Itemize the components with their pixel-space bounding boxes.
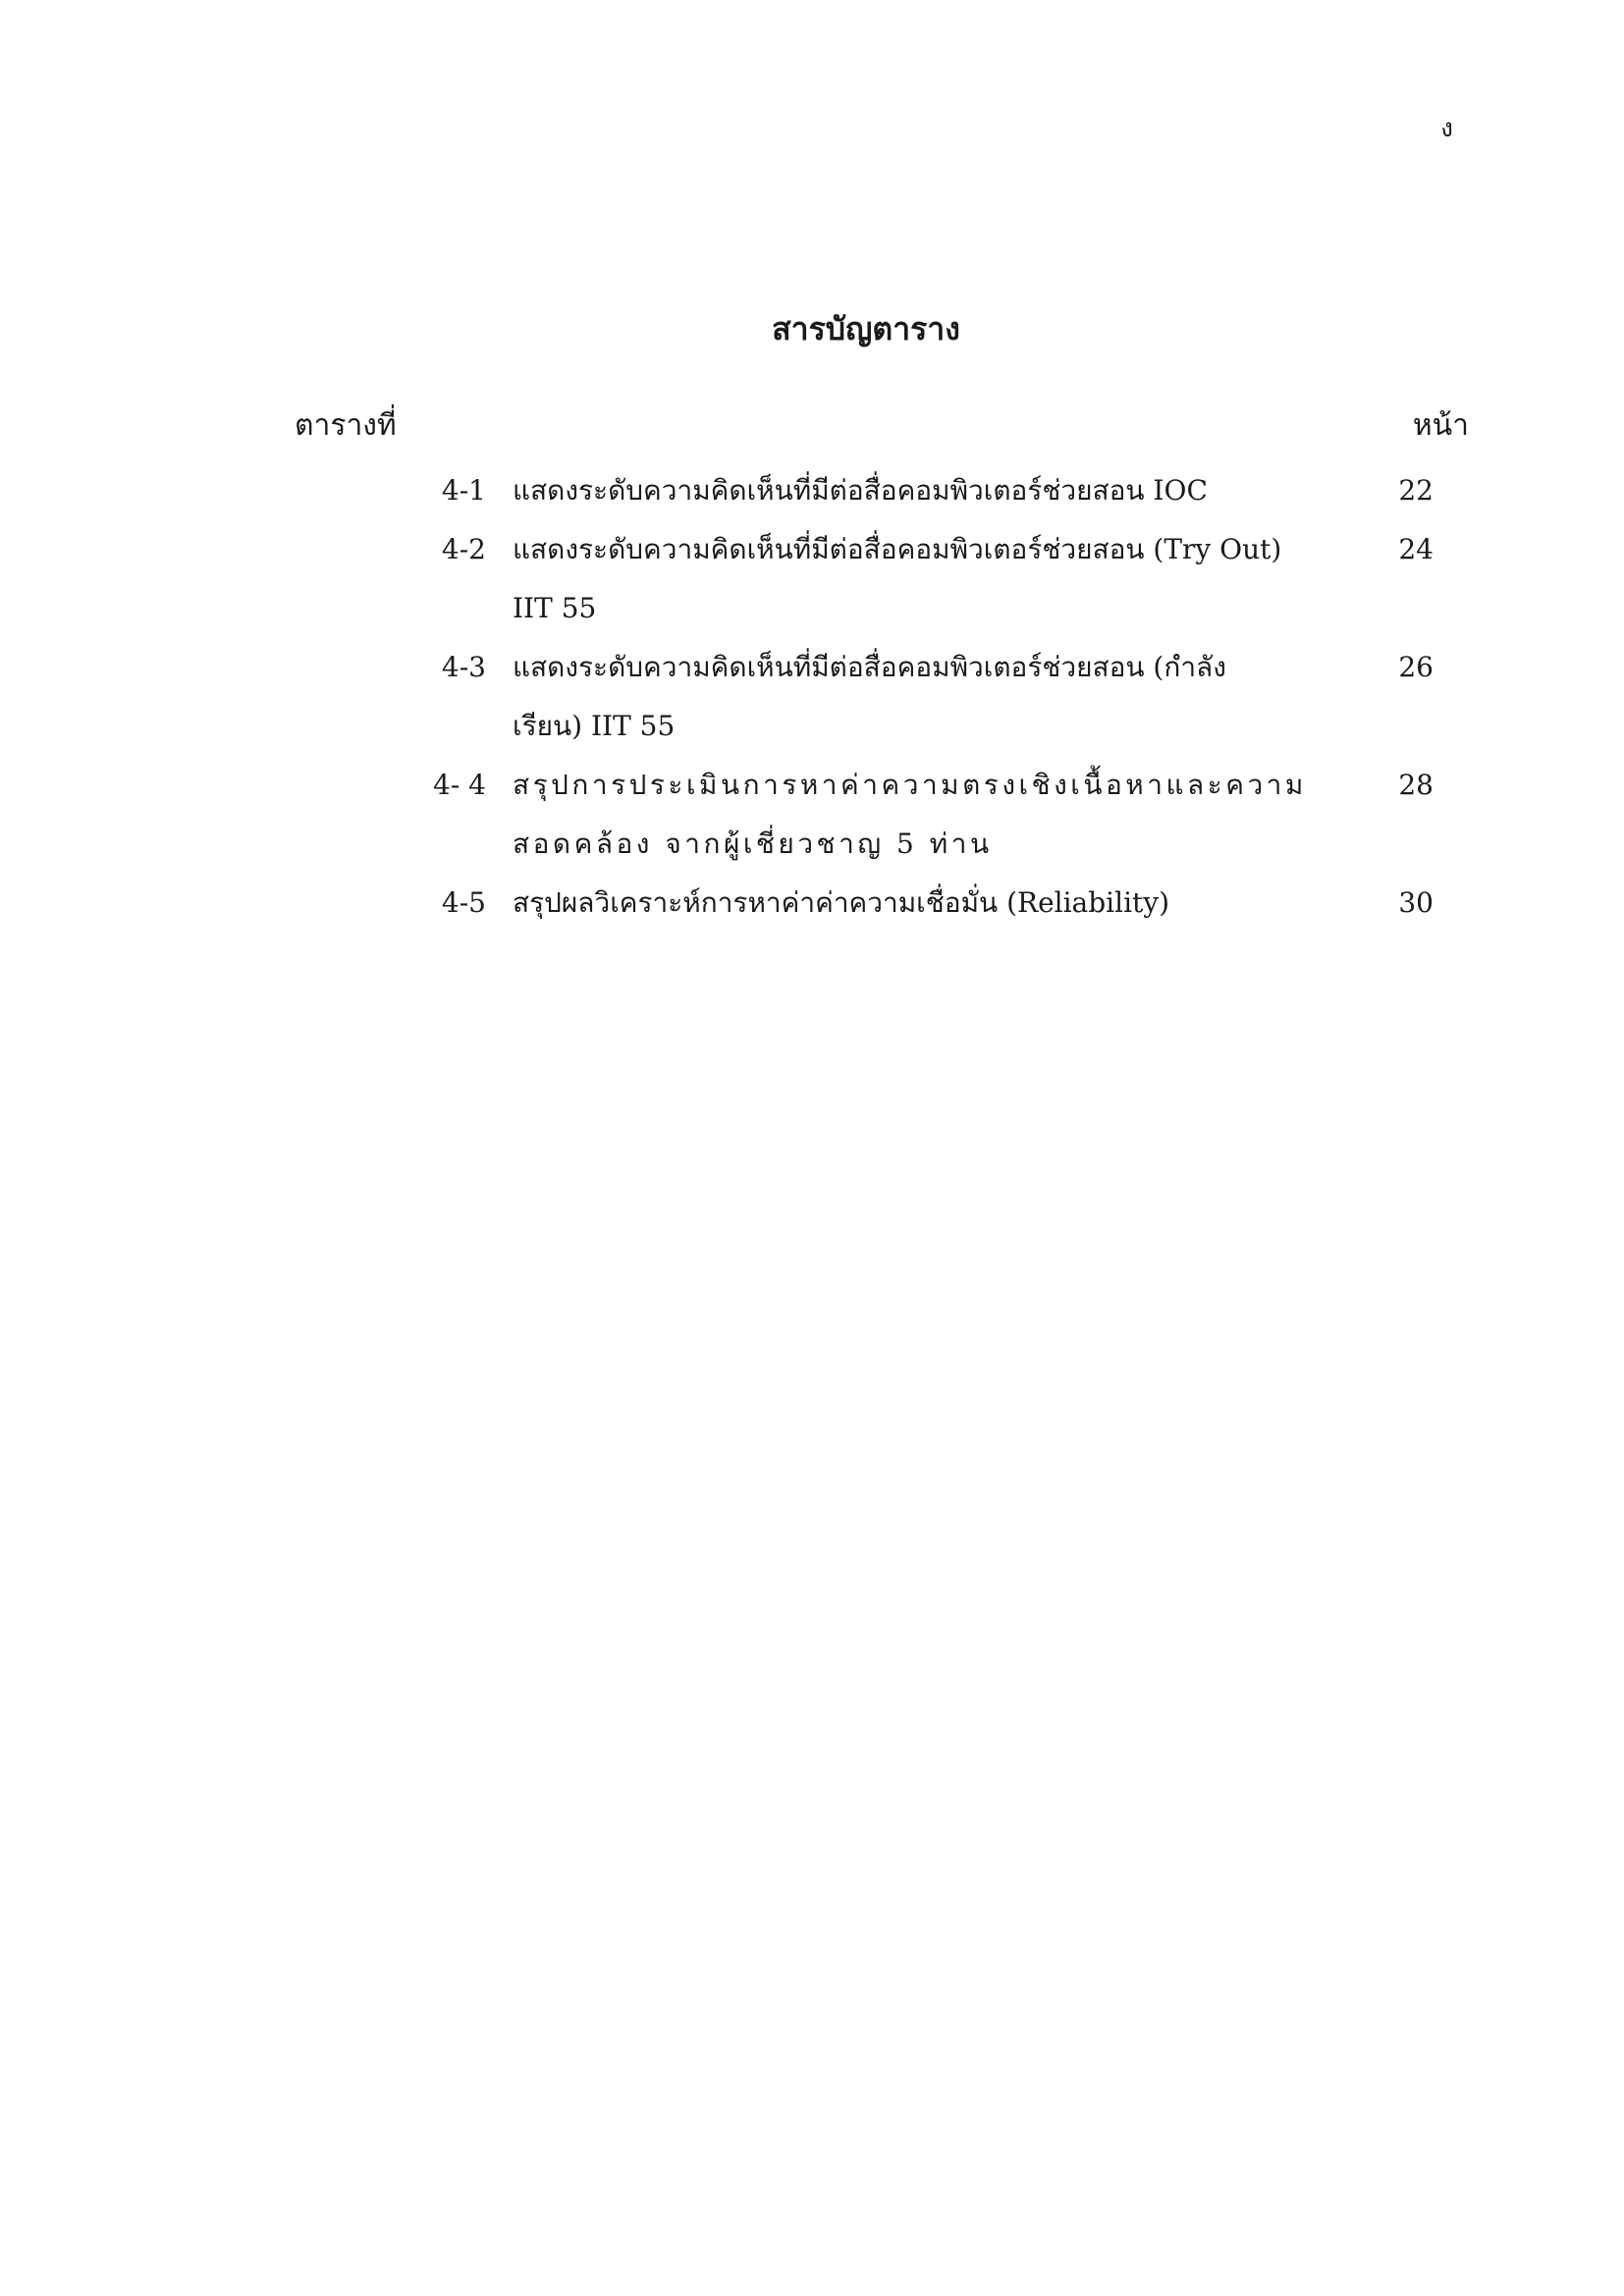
toc-entry-4-1[interactable] [393,461,1434,520]
toc-entry-text: สรุปผลวิเคราะห์การหาค่าค่าความเชื่อมั่น (Reliability) [513,886,1170,919]
toc-entry-number: 4-2 [441,533,486,565]
toc-entry-page: 22 [1398,474,1434,507]
toc-entry-page: 26 [1398,651,1434,683]
toc-entry-text: แสดงระดับความคิดเห็นที่มีต่อสื่อคอมพิวเตอร์ช่วยสอน (กำลัง เรียน) IIT 55 [513,651,1226,742]
table-of-contents-list [393,461,1434,933]
toc-entry-4-4[interactable] [393,756,1434,874]
toc-entry-4-2[interactable] [393,520,1434,638]
toc-entry-4-5[interactable] [393,874,1434,933]
page-column-header: หน้า [1412,408,1469,443]
toc-entry-text: สรุปการประเมินการหาค่าความตรงเชิงเนื้อหาและความ สอดคล้อง จากผู้เชี่ยวชาญ 5 ท่าน [513,769,1307,860]
toc-entry-number: 4- 4 [433,769,486,801]
toc-entry-number: 4-3 [441,651,486,683]
toc-entry-text: แสดงระดับความคิดเห็นที่มีต่อสื่อคอมพิวเตอร์ช่วยสอน IOC [513,474,1208,507]
table-column-header: ตารางที่ [295,408,397,443]
toc-entry-number: 4-5 [441,886,486,919]
toc-entry-text: แสดงระดับความคิดเห็นที่มีต่อสื่อคอมพิวเตอร์ช่วยสอน (Try Out) IIT 55 [513,533,1282,624]
page-title: สารบัญตาราง [772,310,960,347]
toc-entry-4-3[interactable] [393,638,1434,756]
toc-entry-page: 30 [1398,886,1434,919]
toc-entry-page: 28 [1398,769,1434,801]
toc-entry-number: 4-1 [441,474,486,507]
page-number: ง [1440,114,1453,143]
toc-entry-page: 24 [1398,533,1434,565]
